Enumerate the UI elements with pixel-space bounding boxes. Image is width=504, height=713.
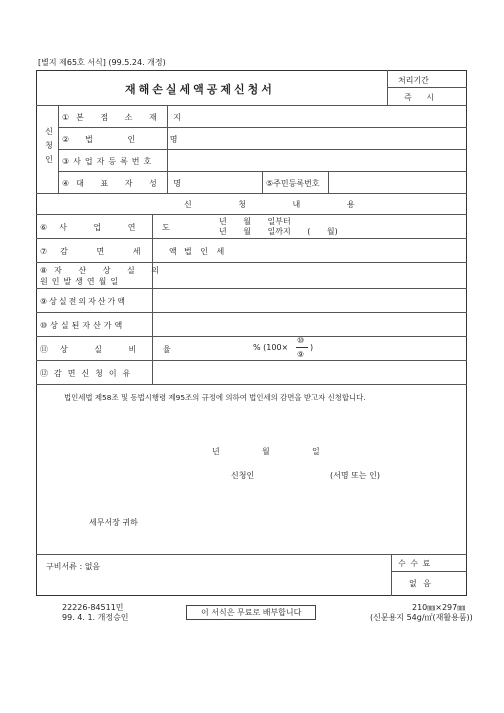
fee-value: 없 음 — [409, 579, 433, 588]
application-statement: 법인세법 제58조 및 동법시행령 제95조의 규정에 의하여 법인세의 감면을 받고자 신청합니다. — [64, 393, 366, 402]
divider — [36, 554, 467, 555]
signature-note: (서명 또는 인) — [330, 471, 380, 480]
fee-label: 수 수 료 — [398, 559, 432, 568]
fiscal-year-from: 년 월 일부터 — [219, 217, 291, 226]
date-year: 년 — [212, 447, 220, 456]
applicant-section-label: 신청인 — [45, 127, 53, 164]
form-number-note: [별지 제65호 서식] (99.5.24. 개정) — [38, 58, 166, 67]
loss-ratio-label: ⑪상 실 비 율 — [40, 345, 183, 354]
resident-number-label: ⑤주민등록번호 — [266, 179, 320, 188]
divider — [262, 171, 263, 193]
approval-date: 99. 4. 1. 개정승인 — [62, 613, 129, 622]
free-distribution-notice: 이 서식은 무료로 배부합니다 — [186, 605, 316, 620]
loss-ratio-numerator: ⑩ — [297, 336, 305, 345]
divider — [36, 360, 467, 361]
fiscal-year-to: 년 월 일까지 ( 월) — [219, 227, 338, 236]
fiscal-year-label: ⑥사 업 연 도 — [40, 223, 182, 232]
required-documents: 구비서류 : 없음 — [46, 562, 101, 571]
divider — [36, 384, 467, 385]
loss-ratio-denominator: ⑨ — [297, 350, 305, 359]
loss-ratio-suffix: ) — [310, 343, 314, 352]
reduction-tax-label: ⑦감 면 세 액 — [40, 247, 190, 256]
disaster-cause-label-2: 원인발생연월일 — [40, 277, 123, 286]
processing-period-value: 즉 시 — [404, 93, 440, 102]
date-day: 일 — [312, 447, 320, 456]
form-title: 재해손실세액공제신청서 — [125, 83, 275, 96]
processing-period-label: 처리기간 — [398, 76, 429, 85]
signature-label: 신청인 — [231, 471, 255, 480]
disaster-cause-label-1: ⑧자 산 상 실 의 — [40, 266, 166, 275]
assets-lost-label: ⑩상실된자산가액 — [40, 321, 126, 330]
divider — [152, 214, 153, 384]
head-office-address-label: ①본 점 소 재 지 — [62, 113, 188, 122]
business-registration-label: ③사업자등록번호 — [62, 157, 156, 166]
fraction-bar — [296, 347, 308, 348]
divider — [36, 312, 467, 313]
reduction-reason-label: ⑫감면신청이유 — [40, 369, 137, 378]
divider — [391, 554, 392, 596]
representative-name-label: ④대 표 자 성 명 — [62, 179, 188, 188]
divider — [36, 214, 467, 215]
date-month: 월 — [262, 447, 270, 456]
divider — [391, 571, 467, 572]
corporation-name-label: ②법 인 명 — [62, 135, 194, 144]
form-code: 22226-84511민 — [62, 603, 124, 612]
divider — [328, 171, 329, 193]
application-content-header: 신 청 내 용 — [184, 200, 377, 209]
divider — [36, 336, 467, 337]
recipient: 세무서장 귀하 — [89, 518, 138, 527]
divider — [36, 262, 467, 263]
paper-size: 210㎜×297㎜ — [412, 603, 466, 612]
divider — [36, 238, 467, 239]
paper-type: (신문용지 54g/㎡(재활용품)) — [370, 613, 473, 622]
divider — [58, 127, 467, 128]
loss-ratio-prefix: % (100× — [253, 343, 289, 352]
divider — [387, 87, 467, 88]
divider — [36, 288, 467, 289]
divider — [58, 149, 467, 150]
assets-before-loss-label: ⑨상실전의자산가액 — [40, 297, 127, 306]
divider — [36, 105, 467, 106]
reduction-tax-value: 법 인 세 — [184, 247, 228, 256]
divider — [36, 193, 467, 194]
